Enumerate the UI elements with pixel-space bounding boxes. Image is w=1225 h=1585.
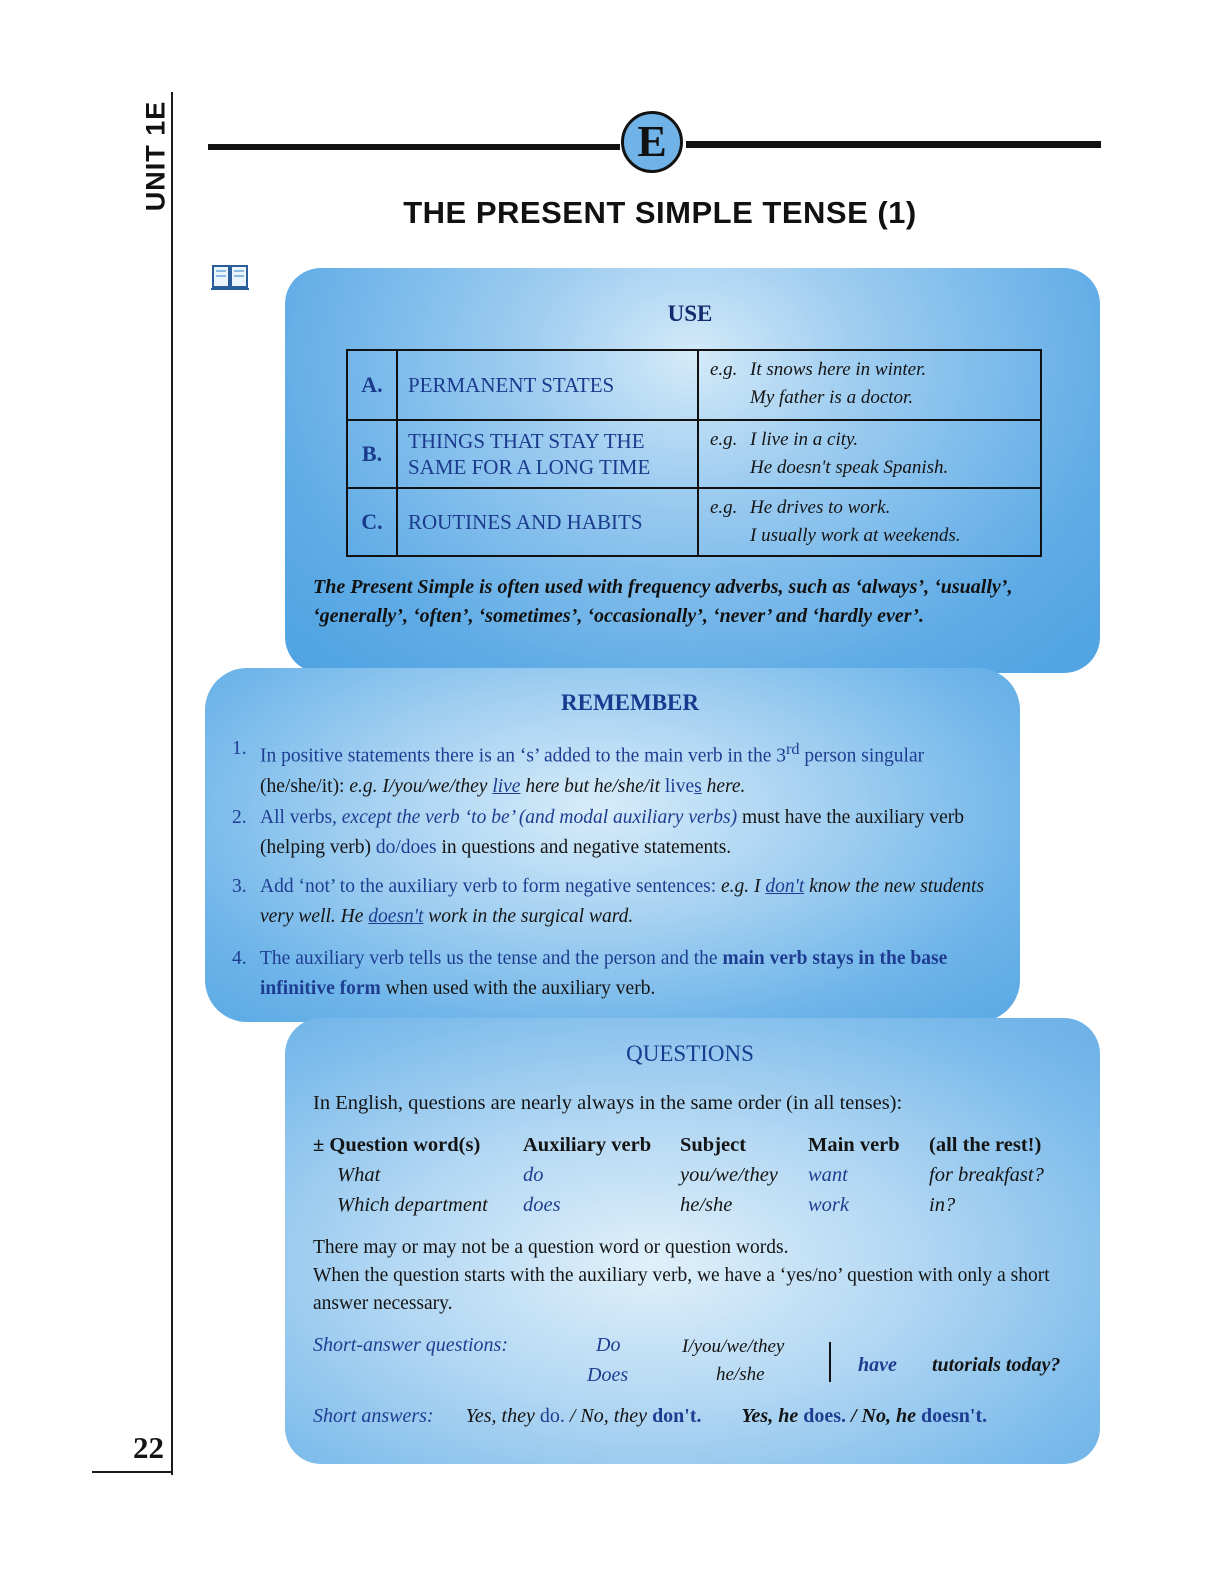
remember-heading: REMEMBER (561, 690, 699, 715)
example-2: My father is a doctor. (750, 387, 914, 408)
header-rule-right (686, 141, 1101, 148)
remember-item-4: 4. The auxiliary verb tells us the tense and the person and the main verb stays in the base infinitive form when used with the auxiliary verb. (232, 944, 1002, 1004)
eg-label: e.g. (710, 497, 738, 518)
item-number: 3. (232, 876, 247, 897)
short-q-verb: have (858, 1354, 897, 1376)
use-heading: USE (667, 301, 713, 326)
table-row (348, 351, 1040, 421)
column-subject: Subject you/we/they he/she (680, 1134, 778, 1216)
header-rule-left (208, 144, 620, 150)
short-answers-line: Short answers: Yes, they do. / No, they don't. Yes, he does. / No, he doesn't. (313, 1405, 988, 1427)
short-q-rest: tutorials today? (932, 1354, 1061, 1376)
example-1: It snows here in winter. (750, 359, 927, 380)
short-q-aux-2: Does (587, 1364, 629, 1386)
table-divider (697, 351, 699, 555)
row-letter: B. (361, 441, 383, 466)
eg-label: e.g. (710, 429, 738, 450)
questions-intro: In English, questions are nearly always in the same order (in all tenses): (313, 1092, 903, 1114)
page-number-rule (92, 1471, 173, 1473)
row-letter: A. (361, 372, 383, 397)
row-category: ROUTINES AND HABITS (408, 510, 643, 534)
row-letter: C. (361, 509, 383, 534)
item-number: 1. (232, 738, 247, 759)
questions-heading: QUESTIONS (626, 1041, 754, 1066)
row-category: THINGS THAT STAY THE SAME FOR A LONG TIME (408, 429, 651, 479)
table-row (348, 489, 1040, 555)
row-examples (710, 489, 1040, 555)
table-row (348, 421, 1040, 489)
short-q-subject-1: I/you/we/they (682, 1336, 785, 1357)
column-rest: (all the rest!) for breakfast? in? (929, 1134, 1044, 1216)
remember-item-2: 2. All verbs, except the verb ‘to be’ (and modal auxiliary verbs) must have the auxiliary verb (helping verb) do/does in questions and negative statements. (232, 803, 1002, 863)
page-title: THE PRESENT SIMPLE TENSE (1) (403, 195, 917, 230)
short-answer-questions-label: Short-answer questions: (313, 1334, 508, 1356)
short-q-subject-2: he/she (716, 1364, 765, 1385)
example-2: I usually work at weekends. (750, 525, 961, 546)
column-auxiliary-verb: Auxiliary verb do does (523, 1134, 652, 1216)
short-q-divider (829, 1342, 831, 1382)
item-number: 4. (232, 948, 247, 969)
margin-rule (171, 92, 173, 1475)
row-examples (710, 351, 1040, 419)
column-main-verb: Main verb want work (808, 1134, 900, 1216)
frequency-adverbs-note: The Present Simple is often used with frequency adverbs, such as ‘always’, ‘usually’, ‘generally’, ‘often’, ‘sometimes’, ‘occasionally’, ‘never’ and ‘hardly ever’. (313, 576, 1013, 627)
section-letter-badge: E (621, 111, 683, 173)
row-examples (710, 421, 1040, 487)
eg-label: e.g. (710, 359, 738, 380)
item-number: 2. (232, 807, 247, 828)
questions-notes: There may or may not be a question word or question words. When the question starts with the auxiliary verb, we have a ‘yes/no’ question with only a short answer necessary. (313, 1237, 1050, 1314)
column-question-words: ± Question word(s) What Which department (313, 1134, 488, 1216)
table-divider (396, 351, 398, 555)
short-q-aux-1: Do (596, 1334, 621, 1356)
row-category: PERMANENT STATES (408, 373, 615, 397)
remember-item-3: 3. Add ‘not’ to the auxiliary verb to form negative sentences: e.g. I don't know the new students very well. He doesn't work in the surgical ward. (232, 872, 1002, 932)
example-1: He drives to work. (750, 497, 891, 518)
book-icon (210, 262, 250, 292)
unit-label: UNIT 1E (140, 100, 171, 212)
use-table (346, 349, 1042, 557)
example-1: I live in a city. (750, 429, 859, 450)
example-2: He doesn't speak Spanish. (750, 457, 949, 478)
remember-item-1: 1. In positive statements there is an ‘s’ added to the main verb in the 3rd person singular (he/she/it): e.g. I/you/we/they live here but he/she/it lives here. (232, 734, 1002, 802)
page-number: 22 (133, 1430, 164, 1465)
